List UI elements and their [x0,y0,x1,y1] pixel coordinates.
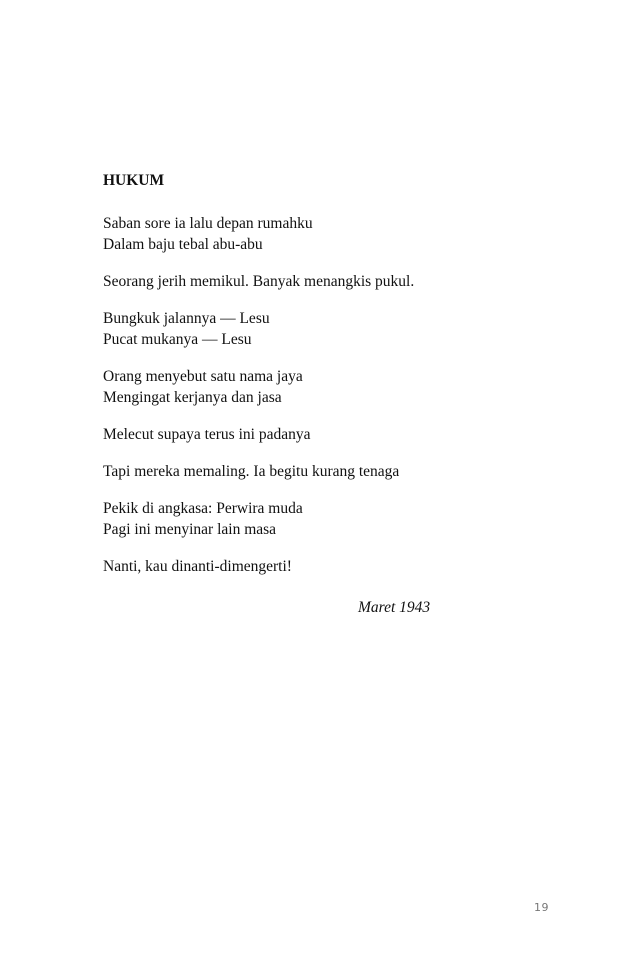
stanza-4 [103,366,523,408]
stanza-2 [103,271,523,292]
poem-date: Maret 1943 [358,599,431,616]
poem-line: Orang menyebut satu nama jaya [103,368,303,385]
poem-line: Bungkuk jalannya — Lesu [103,310,270,327]
poem-line: Dalam baju tebal abu-abu [103,236,263,253]
poem-title: HUKUM [103,172,165,189]
poem-line: Pucat mukanya — Lesu [103,331,252,348]
poem-line: Seorang jerih memikul. Banyak menangkis pukul. [103,273,415,290]
poem-line: Mengingat kerjanya dan jasa [103,389,282,406]
poem-line: Nanti, kau dinanti-dimengerti! [103,558,292,575]
poem-line: Melecut supaya terus ini padanya [103,426,311,443]
stanza-1 [103,213,523,255]
poem-line: Tapi mereka memaling. Ia begitu kurang tenaga [103,463,400,480]
stanza-7 [103,498,523,540]
stanza-3 [103,308,523,350]
stanza-8 [103,556,523,577]
poem-line: Pekik di angkasa: Perwira muda [103,500,303,517]
page-number: 19 [534,901,549,914]
stanza-6 [103,461,523,482]
poem [103,170,523,593]
poem-line: Saban sore ia lalu depan rumahku [103,215,313,232]
poem-line: Pagi ini menyinar lain masa [103,521,277,538]
stanza-5 [103,424,523,445]
